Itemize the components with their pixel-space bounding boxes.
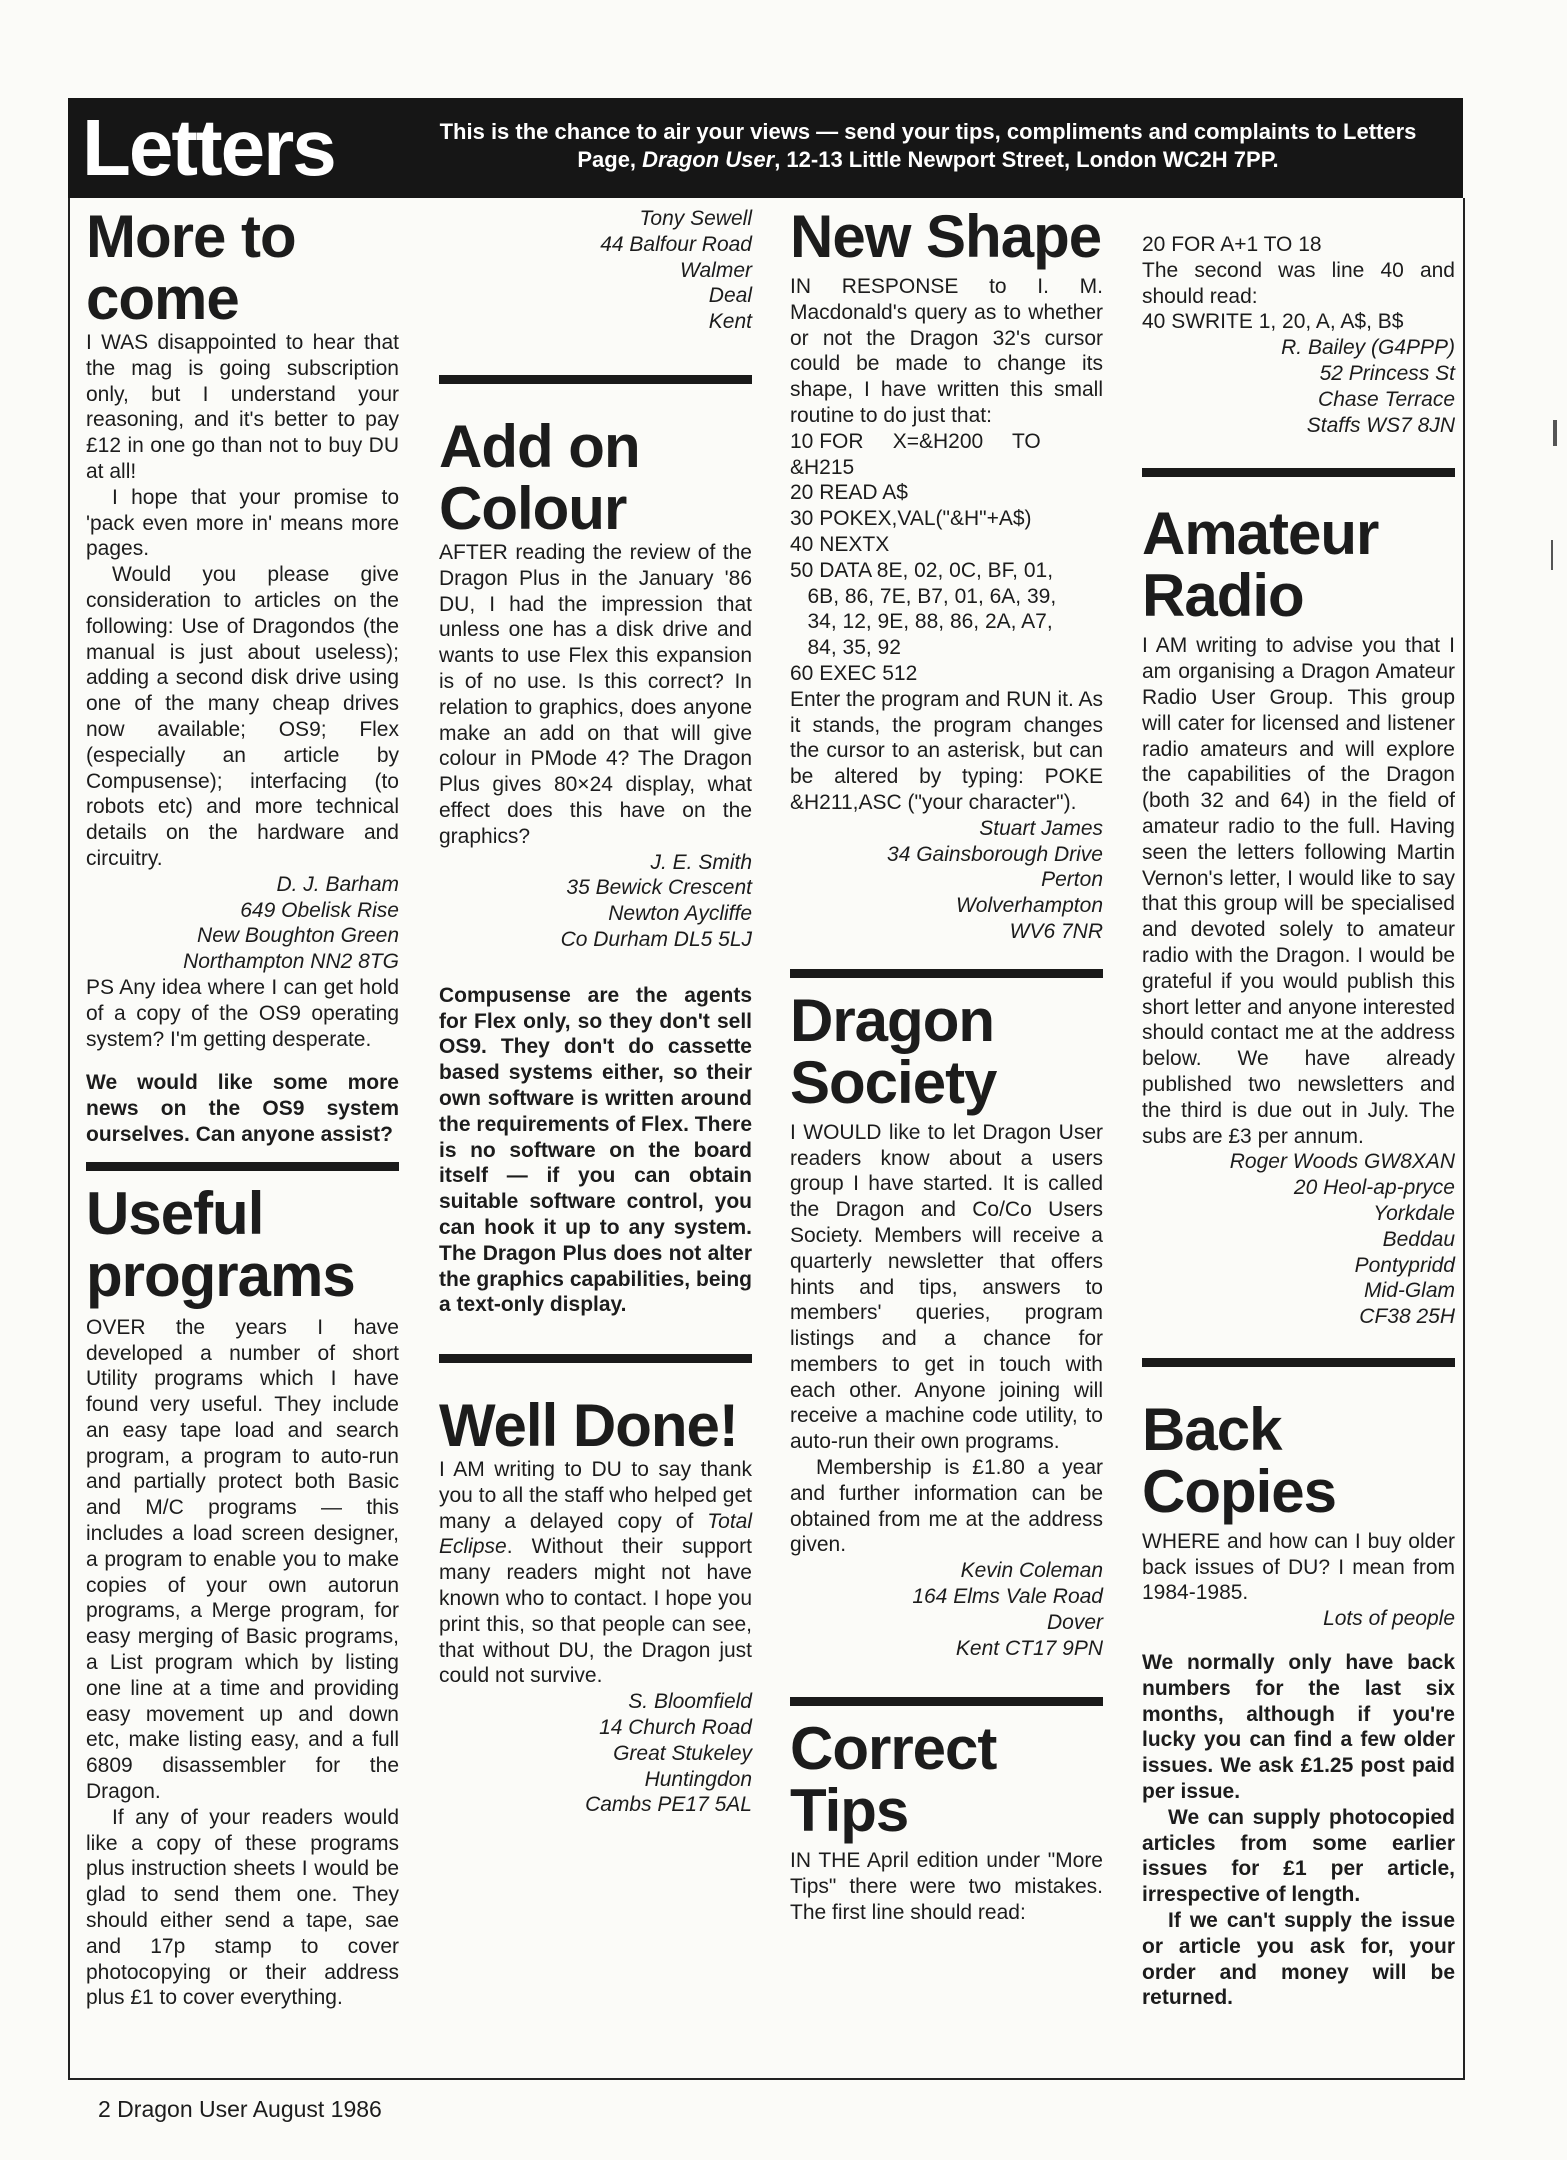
back-copies-reply-2: We can supply photocopied articles from some earlier issues for £1 per article, irrespective of length. bbox=[1142, 1805, 1455, 1907]
sig-line: R. Bailey (G4PPP) bbox=[1281, 336, 1455, 360]
useful-programs-p2: If any of your readers would like a copy of these programs plus instruction sheets I would be glad to send them one. They should either send a tape, sae and 17p stamp to cover photocopying or their address plus £1 to cover everything. bbox=[86, 1805, 399, 2010]
signature-bailey bbox=[1142, 335, 1455, 438]
correct-tips-p2: The second was line 40 and should read: bbox=[1142, 258, 1455, 308]
sig-line: 34 Gainsborough Drive bbox=[887, 842, 1103, 866]
amateur-radio-p1: I AM writing to advise you that I am organising a Dragon Amateur Radio User Group. This group will cater for licensed and listener radio amateurs and will explore the capabilities of the Dragon (both 32 and 64) in the field of amateur radio to the full. Having seen the letters following Martin Vernon's letter, I would like to say that this group will be specialised and devoted solely to amateur radio with the Dragon. I would be grateful if you would publish this short letter and anyone interested should contact me at the address below. We have already published two newsletters and the third is due out in July. The subs are £3 per annum. bbox=[1142, 634, 1455, 1148]
sig-line: Chase Terrace bbox=[1318, 387, 1455, 411]
page-footer: 2 Dragon User August 1986 bbox=[98, 2096, 382, 2122]
code-line: 34, 12, 9E, 88, 86, 2A, A7, bbox=[790, 610, 1053, 634]
code-line: 60 EXEC 512 bbox=[790, 661, 918, 685]
sig-line: CF38 25H bbox=[1359, 1305, 1455, 1329]
sig-line: Dover bbox=[1046, 1610, 1103, 1634]
sig-line: Great Stukeley bbox=[613, 1741, 752, 1765]
sig-line: 164 Elms Vale Road bbox=[912, 1585, 1103, 1609]
sig-line: Kent CT17 9PN bbox=[955, 1636, 1103, 1660]
more-to-come-p1: I WAS disappointed to hear that the mag is going subscription only, but I understand your reasoning, and it's better to pay £12 in one go than not to buy DU at all! bbox=[86, 331, 399, 483]
magazine-name: Dragon User bbox=[642, 147, 775, 172]
sig-line: Mid-Glam bbox=[1363, 1279, 1455, 1303]
sig-line: Lots of people bbox=[1323, 1607, 1455, 1631]
code-line: 84, 35, 92 bbox=[790, 636, 901, 660]
sig-line: 649 Obelisk Rise bbox=[240, 898, 399, 922]
sig-line: Newton Aycliffe bbox=[608, 902, 752, 926]
sig-line: Co Durham DL5 5LJ bbox=[560, 927, 752, 951]
code-line: 6B, 86, 7E, B7, 01, 6A, 39, bbox=[790, 584, 1057, 608]
divider bbox=[439, 375, 752, 384]
more-to-come-reply: We would like some more news on the OS9 system ourselves. Can anyone assist? bbox=[86, 1071, 399, 1146]
heading-add-on-colour: Add on Colour bbox=[439, 412, 640, 542]
correct-tips-code-2: 40 SWRITE 1, 20, A, A$, B$ bbox=[1142, 310, 1404, 334]
code-line: 10 FOR X=&H200 TO bbox=[790, 429, 1041, 453]
correct-tips-code-1: 20 FOR A+1 TO 18 bbox=[1142, 233, 1322, 256]
sig-line: S. Bloomfield bbox=[628, 1690, 752, 1714]
sig-line: Yorkdale bbox=[1373, 1201, 1455, 1225]
code-line: 40 NEXTX bbox=[790, 532, 890, 556]
sig-line: Pontypridd bbox=[1354, 1253, 1455, 1277]
code-line: 50 DATA 8E, 02, 0C, BF, 01, bbox=[790, 558, 1054, 582]
game-title: Total Eclipse bbox=[439, 1509, 752, 1559]
letters-page bbox=[68, 98, 1463, 2122]
divider bbox=[790, 1697, 1103, 1706]
heading-back-copies: Back Copies bbox=[1142, 1395, 1337, 1525]
heading-well-done: Well Done! bbox=[439, 1392, 738, 1460]
column-3 bbox=[790, 203, 1103, 1926]
signature-coleman bbox=[790, 1558, 1103, 1661]
heading-amateur-radio: Amateur Radio bbox=[1142, 500, 1379, 630]
heading-new-shape: New Shape bbox=[790, 203, 1102, 270]
code-line: &H215 bbox=[790, 455, 855, 479]
code-line: 30 POKEX,VAL("&H"+A$) bbox=[790, 507, 1032, 531]
signature-woods bbox=[1142, 1149, 1455, 1330]
column-2 bbox=[439, 206, 752, 1818]
signature-barham bbox=[86, 872, 399, 975]
column-1 bbox=[86, 203, 399, 2011]
sig-line: Roger Woods GW8XAN bbox=[1229, 1150, 1455, 1174]
useful-programs-p1: OVER the years I have developed a number of short Utility programs which I have found very useful. They include an easy tape load and search program, a program to auto-run and partially protect both Basic and M/C programs — this includes a load screen designer, a program to enable you to make copies of your own autorun programs, a Merge program, for easy merging of Basic programs, a List program which by listing one line at a time and providing easy movement up and down etc, make listing easy, and a full 6809 disassembler for the Dragon. bbox=[86, 1315, 399, 1804]
sig-line: Kent bbox=[708, 310, 752, 334]
signature-james bbox=[790, 816, 1103, 945]
sig-line: Tony Sewell bbox=[639, 207, 752, 230]
scan-mark bbox=[1553, 420, 1557, 446]
new-shape-code bbox=[790, 429, 1103, 687]
code-line: 20 READ A$ bbox=[790, 481, 908, 505]
more-to-come-ps: PS Any idea where I can get hold of a copy of the OS9 operating system? I'm getting desperate. bbox=[86, 975, 399, 1051]
sig-line: Kevin Coleman bbox=[960, 1559, 1103, 1583]
sig-line: Staffs WS7 8JN bbox=[1306, 413, 1455, 437]
sig-line: WV6 7NR bbox=[1009, 919, 1103, 943]
divider bbox=[790, 969, 1103, 978]
sig-line: D. J. Barham bbox=[276, 872, 399, 896]
sig-line: Walmer bbox=[680, 258, 752, 282]
dragon-society-p1: I WOULD like to let Dragon User readers know about a users group I have started. It is called the Dragon and Co/Co Users Society. Members will receive a quarterly newsletter that offers hints and tips, answers to members' queries, program listings and a chance for members to get in touch with each other. Anyone joining will receive a machine code utility, to auto-run their own programs. bbox=[790, 1120, 1103, 1454]
signature-bloomfield bbox=[439, 1689, 752, 1818]
divider bbox=[439, 1354, 752, 1363]
add-on-colour-reply: Compusense are the agents for Flex only, so they don't sell OS9. They don't do cassette based systems either, so their own software is written around the requirements of Flex. There is no software on the board itself — if you can obtain suitable software control, you can hook it up to any system. The Dragon Plus does not alter the graphics capabilities, being a text-only display. bbox=[439, 983, 752, 1317]
more-to-come-p3: Would you please give consideration to articles on the following: Use of Dragondos (the manual is just about useless); adding a second disk drive using one of the many cheap drives now available; OS9; Flex (especially an article by Compusense); interfacing (to robots etc) and more technical details on the hardware and circuitry. bbox=[86, 563, 399, 870]
letters-banner bbox=[68, 98, 1463, 198]
sig-line: Beddau bbox=[1382, 1227, 1455, 1251]
divider bbox=[1142, 1358, 1455, 1367]
sig-line: Perton bbox=[1041, 868, 1103, 892]
back-copies-p1: WHERE and how can I buy older back issues of DU? I mean from 1984-1985. bbox=[1142, 1529, 1455, 1605]
heading-correct-tips: Correct Tips bbox=[790, 1715, 997, 1845]
new-shape-p1: IN RESPONSE to I. M. Macdonald's query as to whether or not the Dragon 32's cursor could be made to change its shape, I have written this small routine to do just that: bbox=[790, 275, 1103, 427]
sig-line: 35 Bewick Crescent bbox=[566, 876, 752, 900]
blurb-part-1: This is the chance to air your views — send your tips, compliments and complaints to Letters Page, bbox=[439, 119, 1417, 172]
sig-line: 44 Balfour Road bbox=[600, 232, 752, 256]
divider bbox=[86, 1162, 399, 1171]
sig-line: Deal bbox=[708, 284, 752, 308]
signature-sewell bbox=[439, 206, 752, 335]
sig-line: 52 Princess St bbox=[1319, 361, 1455, 385]
sig-line: New Boughton Green bbox=[197, 924, 399, 948]
sig-line: J. E. Smith bbox=[650, 850, 752, 874]
heading-dragon-society: Dragon Society bbox=[790, 986, 997, 1116]
section-title: Letters bbox=[82, 103, 335, 192]
back-copies-reply-1: We normally only have back numbers for the last six months, although if you're lucky you can find a few older issues. We ask £1.25 post paid per issue. bbox=[1142, 1651, 1455, 1804]
new-shape-p2: Enter the program and RUN it. As it stands, the program changes the cursor to an asterisk, but can be altered by typing: POKE &H211,ASC ("your character"). bbox=[790, 687, 1103, 814]
heading-more-to-come: More to come bbox=[86, 203, 296, 332]
add-on-colour-p1: AFTER reading the review of the Dragon Plus in the January '86 DU, I had the impression that unless one has a disk drive and wants to use Flex this expansion is of no use. Is this correct? In relation to graphics, does anyone make an add on that will give colour in PMode 4? The Dragon Plus gives 80×24 display, what effect does this have on the graphics? bbox=[439, 540, 752, 848]
well-done-p1 bbox=[439, 1457, 752, 1689]
well-done-text: . Without their support many readers might not have known who to contact. I hope you print this, so that people can see, that without DU, the Dragon just could not survive. bbox=[439, 1535, 752, 1688]
sig-line: Cambs PE17 5AL bbox=[585, 1793, 752, 1817]
sig-line: 14 Church Road bbox=[599, 1716, 752, 1740]
divider bbox=[1142, 468, 1455, 477]
blurb-part-2: , 12-13 Little Newport Street, London WC2H 7PP. bbox=[774, 147, 1279, 172]
column-4 bbox=[1142, 206, 1455, 2011]
sig-line: Wolverhampton bbox=[955, 894, 1103, 918]
scan-mark bbox=[1551, 540, 1553, 570]
heading-useful-programs: Useful programs bbox=[86, 1179, 355, 1309]
signature-smith bbox=[439, 850, 752, 953]
correct-tips-p1: IN THE April edition under "More Tips" there were two mistakes. The first line should read: bbox=[790, 1849, 1103, 1925]
dragon-society-p2: Membership is £1.80 a year and further information can be obtained from me at the address given. bbox=[790, 1456, 1103, 1557]
sig-line: Northampton NN2 8TG bbox=[183, 950, 399, 974]
sig-line: Huntingdon bbox=[644, 1767, 752, 1791]
well-done-text: I AM writing to DU to say thank you to all the staff who helped get many a delayed copy of bbox=[439, 1458, 752, 1533]
back-copies-reply-3: If we can't supply the issue or article you ask for, your order and money will be returned. bbox=[1142, 1909, 1455, 2010]
sig-line: Stuart James bbox=[979, 816, 1103, 840]
signature-lots-of-people bbox=[1142, 1606, 1455, 1632]
banner-blurb bbox=[408, 118, 1448, 174]
more-to-come-p2: I hope that your promise to 'pack even more in' means more pages. bbox=[86, 485, 399, 561]
sig-line: 20 Heol-ap-pryce bbox=[1293, 1176, 1455, 1200]
